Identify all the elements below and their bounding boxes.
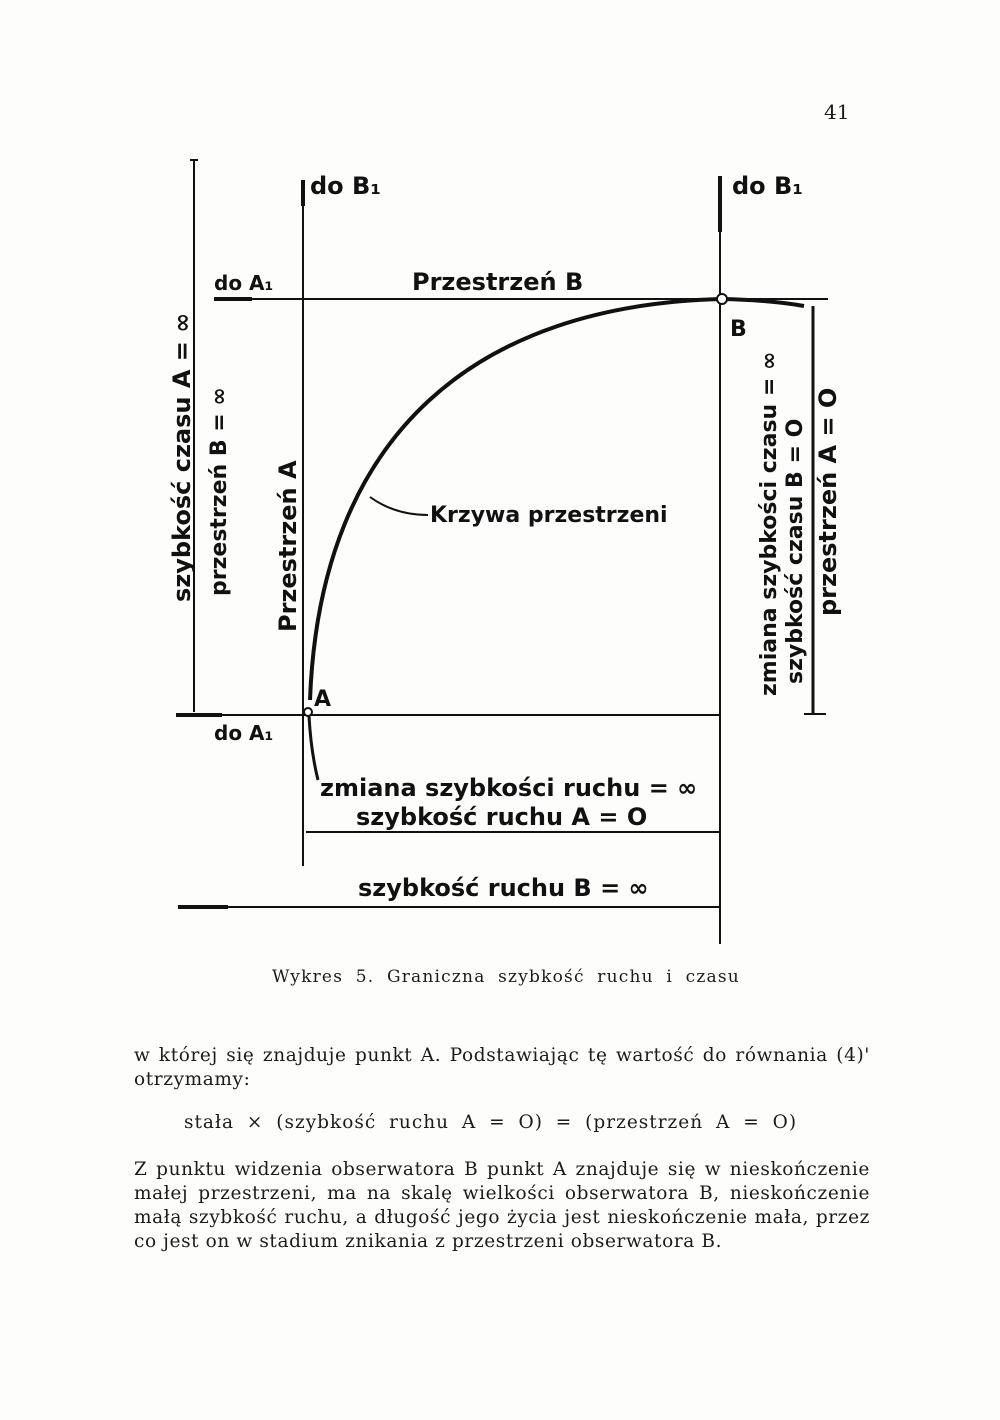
- space-curve: [310, 299, 804, 700]
- label-bottom-speed-b: szybkość ruchu B = ∞: [358, 874, 649, 902]
- label-przestrzen-a: Przestrzeń A: [274, 460, 302, 632]
- label-point-b: B: [730, 317, 747, 342]
- page-number: 41: [824, 100, 850, 124]
- label-right-time: szybkość czasu B = O: [783, 418, 808, 684]
- label-bottom-change: zmiana szybkości ruchu = ∞: [320, 774, 698, 802]
- equation: stała × (szybkość ruchu A = O) = (przestrzeń A = O): [184, 1112, 798, 1133]
- label-do-b1-right: do B₁: [732, 172, 803, 200]
- point-a-marker: [304, 708, 312, 716]
- label-przestrzen-b: Przestrzeń B: [412, 268, 584, 296]
- curve-leader-line: [370, 497, 428, 515]
- space-curve-tail: [309, 716, 318, 780]
- label-do-a1-bottom: do A₁: [214, 721, 274, 745]
- figure-caption: Wykres 5. Graniczna szybkość ruchu i czasu: [272, 967, 740, 987]
- paragraph-1: w której się znajduje punkt A. Podstawiając tę wartość do równania (4)' otrzymamy:: [134, 1045, 870, 1090]
- label-right-change: zmiana szybkości czasu = ∞: [757, 351, 782, 696]
- paragraph-2: Z punktu widzenia obserwatora B punkt A znajduje się w nieskończenie małej przestrzeni, ma na skalę wielkości obserwatora B, nieskończenie małą szybkość ruchu, a długość jego życia jest nieskończenie mała, przez co jest on w stadium znikania z przestrzeni obserwatora B.: [134, 1159, 870, 1252]
- label-bottom-speed-a: szybkość ruchu A = O: [356, 803, 648, 831]
- label-right-space: przestrzeń A = O: [814, 387, 842, 616]
- point-b-marker: [717, 294, 727, 304]
- label-krzywa-przestrzeni: Krzywa przestrzeni: [430, 503, 668, 528]
- label-point-a: A: [314, 687, 332, 712]
- label-left-time: szybkość czasu A = ∞: [168, 312, 196, 602]
- label-do-b1-left: do B₁: [310, 172, 381, 200]
- label-do-a1-top: do A₁: [214, 271, 274, 295]
- label-left-space: przestrzeń B = ∞: [207, 387, 232, 596]
